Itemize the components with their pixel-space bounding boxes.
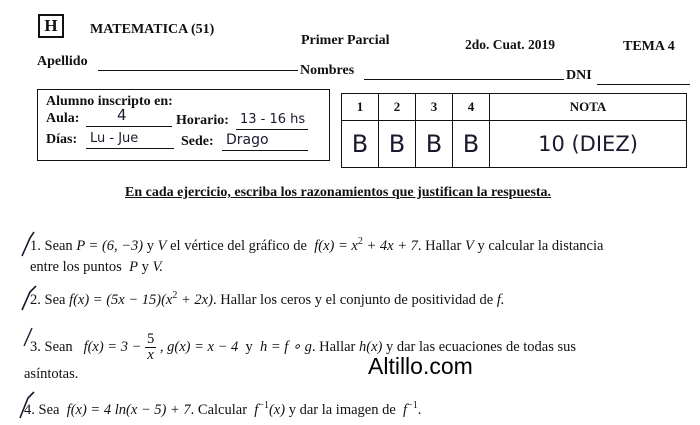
dias-value: Lu - Jue bbox=[90, 131, 139, 146]
enrollment-title: Alumno inscripto en: bbox=[46, 94, 173, 109]
exercise-1-vertex-2: V bbox=[464, 237, 474, 254]
exercise-3-line-2: asíntotas. bbox=[24, 366, 79, 382]
term-label: 2do. Cuat. 2019 bbox=[465, 37, 556, 52]
exercise-1-text-e: y calcular la distancia bbox=[477, 237, 604, 254]
exercise-2 bbox=[30, 290, 504, 309]
exercise-4-finv-arg: (x) bbox=[268, 401, 286, 418]
nombres-label: Nombres bbox=[300, 63, 355, 78]
exercise-3-text-b: . Hallar bbox=[311, 338, 356, 355]
exercise-1-text-b: y bbox=[146, 237, 155, 254]
grade-value-nota: 10 (DIEZ) bbox=[490, 121, 687, 168]
dni-line bbox=[597, 84, 690, 85]
nombres-line bbox=[364, 79, 564, 80]
grade-header-1: 1 bbox=[342, 94, 379, 121]
exercise-1-line-1 bbox=[30, 236, 603, 255]
apellido-line bbox=[98, 70, 298, 71]
tema-label: TEMA 4 bbox=[623, 39, 675, 54]
exercise-1-text-d: . Hallar bbox=[417, 237, 462, 254]
exercise-3-text-y: y bbox=[245, 338, 253, 355]
apellido-label: Apellido bbox=[37, 54, 88, 69]
exercise-3-function-g: , g(x) = x − 4 bbox=[159, 338, 239, 355]
exercise-4-function: f(x) = 4 ln(x − 5) + 7 bbox=[66, 401, 191, 418]
exercise-4 bbox=[24, 400, 421, 419]
checkmark-4-icon bbox=[20, 392, 34, 418]
exercise-2-text-b: . Hallar los ceros y el conjunto de positividad de bbox=[212, 291, 494, 308]
exercise-3-text-c: y dar las ecuaciones de todas sus bbox=[385, 338, 577, 355]
exercise-1-number: 1. bbox=[30, 237, 41, 254]
exercise-2-function-rest: + 2x) bbox=[181, 291, 213, 308]
grade-value-3: B bbox=[416, 121, 453, 168]
checkmark-1-icon bbox=[22, 232, 34, 256]
exercise-1-line-2 bbox=[30, 259, 163, 276]
instruction-text: En cada ejercicio, escriba los razonamientos que justifican la respuesta. bbox=[125, 185, 552, 200]
exercise-3-number: 3. bbox=[30, 338, 41, 355]
exercise-1-line2-p: P bbox=[129, 259, 138, 275]
exercise-1-exponent: 2 bbox=[357, 236, 363, 247]
horario-line bbox=[236, 129, 308, 130]
exercise-1-function: f(x) = x bbox=[314, 237, 358, 254]
exercise-1-line2-y: y bbox=[141, 259, 149, 275]
aula-label: Aula: bbox=[46, 111, 80, 126]
exercise-1-vertex: V bbox=[157, 237, 167, 254]
checkmark-2-icon bbox=[22, 286, 36, 310]
grade-value-2: B bbox=[379, 121, 416, 168]
checkmarks-overlay bbox=[18, 228, 44, 420]
checkmark-3-icon bbox=[24, 328, 32, 346]
horario-label: Horario: bbox=[176, 113, 229, 128]
exercise-2-exponent: 2 bbox=[172, 290, 178, 301]
dni-label: DNI bbox=[566, 68, 592, 83]
exercise-1-line2-v: V. bbox=[152, 259, 164, 275]
sede-line bbox=[222, 150, 308, 151]
sede-label: Sede: bbox=[181, 134, 214, 149]
grade-header-3: 3 bbox=[416, 94, 453, 121]
exercise-4-finv-exp: −1 bbox=[258, 400, 269, 411]
exercise-4-text-c: y dar la imagen de bbox=[288, 401, 396, 418]
tema-letter-box: H bbox=[38, 14, 64, 38]
sede-value: Drago bbox=[226, 132, 269, 148]
exercise-1-line2-a: entre los puntos bbox=[30, 259, 122, 275]
grades-table bbox=[341, 93, 687, 168]
exercise-3-text-a: Sean bbox=[44, 338, 73, 355]
grade-value-1: B bbox=[342, 121, 379, 168]
exercise-4-text-a: Sea bbox=[38, 401, 60, 418]
aula-line bbox=[86, 126, 172, 127]
exercise-3-fraction bbox=[145, 332, 156, 363]
exercise-3-function-f: f(x) = 3 − bbox=[83, 338, 142, 355]
dias-line bbox=[86, 148, 174, 149]
watermark: Altillo.com bbox=[368, 353, 473, 379]
grade-header-4: 4 bbox=[453, 94, 490, 121]
exercise-3-function-h: h = f ∘ g bbox=[260, 338, 312, 355]
exercise-2-function: f(x) = (5x − 15)(x bbox=[69, 291, 173, 308]
subject-title: MATEMATICA (51) bbox=[90, 22, 215, 37]
exercise-4-end: . bbox=[417, 401, 422, 418]
exercise-3-hx: h(x) bbox=[359, 338, 383, 355]
exam-title: Primer Parcial bbox=[301, 33, 390, 48]
exercise-4-text-b: . Calcular bbox=[190, 401, 248, 418]
exercise-1-function-rest: + 4x + 7 bbox=[366, 237, 418, 254]
exercise-2-number: 2. bbox=[30, 291, 41, 308]
grade-header-nota: NOTA bbox=[490, 94, 687, 121]
grade-header-2: 2 bbox=[379, 94, 416, 121]
exercise-4-finv2-exp: −1 bbox=[407, 400, 418, 411]
exercise-3-denominator: x bbox=[147, 347, 154, 363]
horario-value: 13 - 16 hs bbox=[240, 112, 306, 127]
exercise-2-text-a: Sea bbox=[44, 291, 66, 308]
grade-value-4: B bbox=[453, 121, 490, 168]
exercise-1-point-p: P = (6, −3) bbox=[76, 237, 144, 254]
aula-value: 4 bbox=[117, 106, 127, 124]
exercise-4-number: 4. bbox=[24, 401, 35, 418]
exercise-1-text-c: el vértice del gráfico de bbox=[170, 237, 307, 254]
exercise-3-numerator: 5 bbox=[147, 331, 155, 347]
exercise-1-text-a: Sean bbox=[44, 237, 73, 254]
exercise-4-finv2: f bbox=[403, 401, 408, 418]
exercise-2-f: f. bbox=[496, 291, 505, 308]
exercise-4-finv: f bbox=[254, 401, 259, 418]
exercise-3-line-1 bbox=[30, 332, 576, 363]
dias-label: Días: bbox=[46, 132, 78, 147]
